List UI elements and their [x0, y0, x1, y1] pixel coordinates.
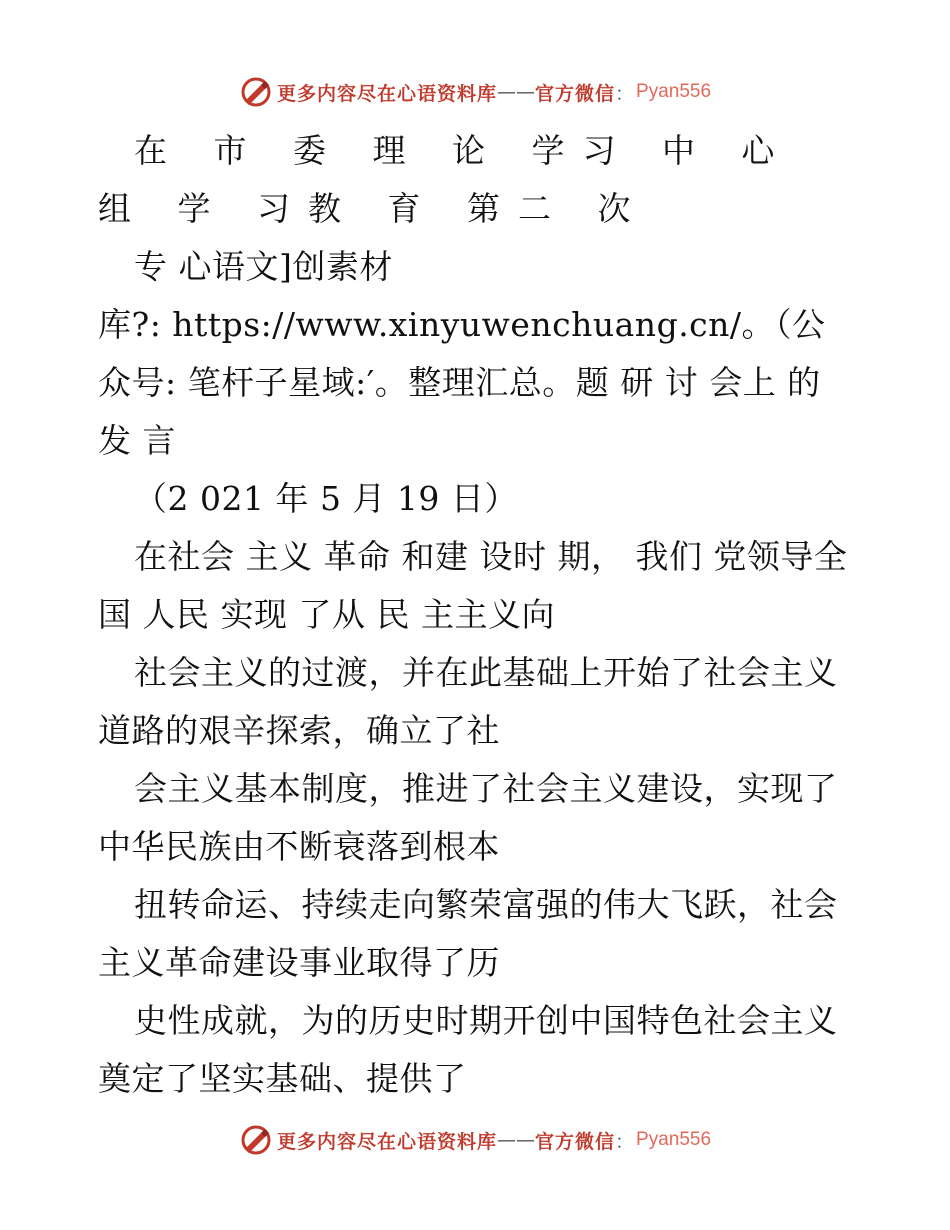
footer-banner — [0, 1120, 950, 1160]
body-paragraph: 史性成就，为的历史时期开创中国特色社会主义奠定了坚实基础、提供了 — [98, 1001, 838, 1098]
banner-sub-text: 官方微信 — [534, 1130, 615, 1153]
body-paragraph: 会主义基本制度，推进了社会主义建设，实现了中华民族由不断衰落到根本 — [98, 769, 838, 866]
banner-wechat-id: Pyan556 — [636, 1129, 712, 1150]
pen-logo-icon — [239, 75, 273, 109]
banner-separator: —— — [496, 81, 535, 103]
body-paragraph: 扭转命运、持续走向繁荣富强的伟大飞跃，社会主义革命建设事业取得了历 — [98, 885, 838, 982]
banner-colon: ： — [615, 82, 635, 105]
body-paragraph: 社会主义的过渡，并在此基础上开始了社会主义道路的艰辛探索，确立了社 — [98, 653, 838, 750]
document-source-line: 库?: https://www.xinyuwenchuang.cn/。（公众号: 笔杆子星域:′。整理汇总。题 研 讨 会上 的 发 言 — [98, 305, 826, 460]
banner-main-text: 更多内容尽在心语资料库 — [276, 82, 497, 105]
pen-logo-icon — [239, 1123, 273, 1157]
banner-sub-text: 官方微信 — [534, 82, 615, 105]
document-date: （2 021 年 5 月 19 日） — [134, 479, 518, 518]
banner-main-text: 更多内容尽在心语资料库 — [276, 1130, 497, 1153]
body-paragraph: 在社会 主义 革命 和建 设时 期， 我们 党领导全国 人民 实现 了从 民 主主义向 — [98, 537, 848, 634]
document-title-line1: 在 市 委 理 论 学习 中 心 组 学 习教 育 第二 次 — [98, 131, 793, 228]
document-title-line2: 专 心语文]创素材 — [134, 247, 393, 286]
banner-colon: ： — [615, 1130, 635, 1153]
banner-separator: —— — [496, 1129, 535, 1151]
document-body — [98, 122, 854, 1108]
header-banner — [0, 72, 950, 112]
banner-wechat-id: Pyan556 — [636, 81, 712, 102]
